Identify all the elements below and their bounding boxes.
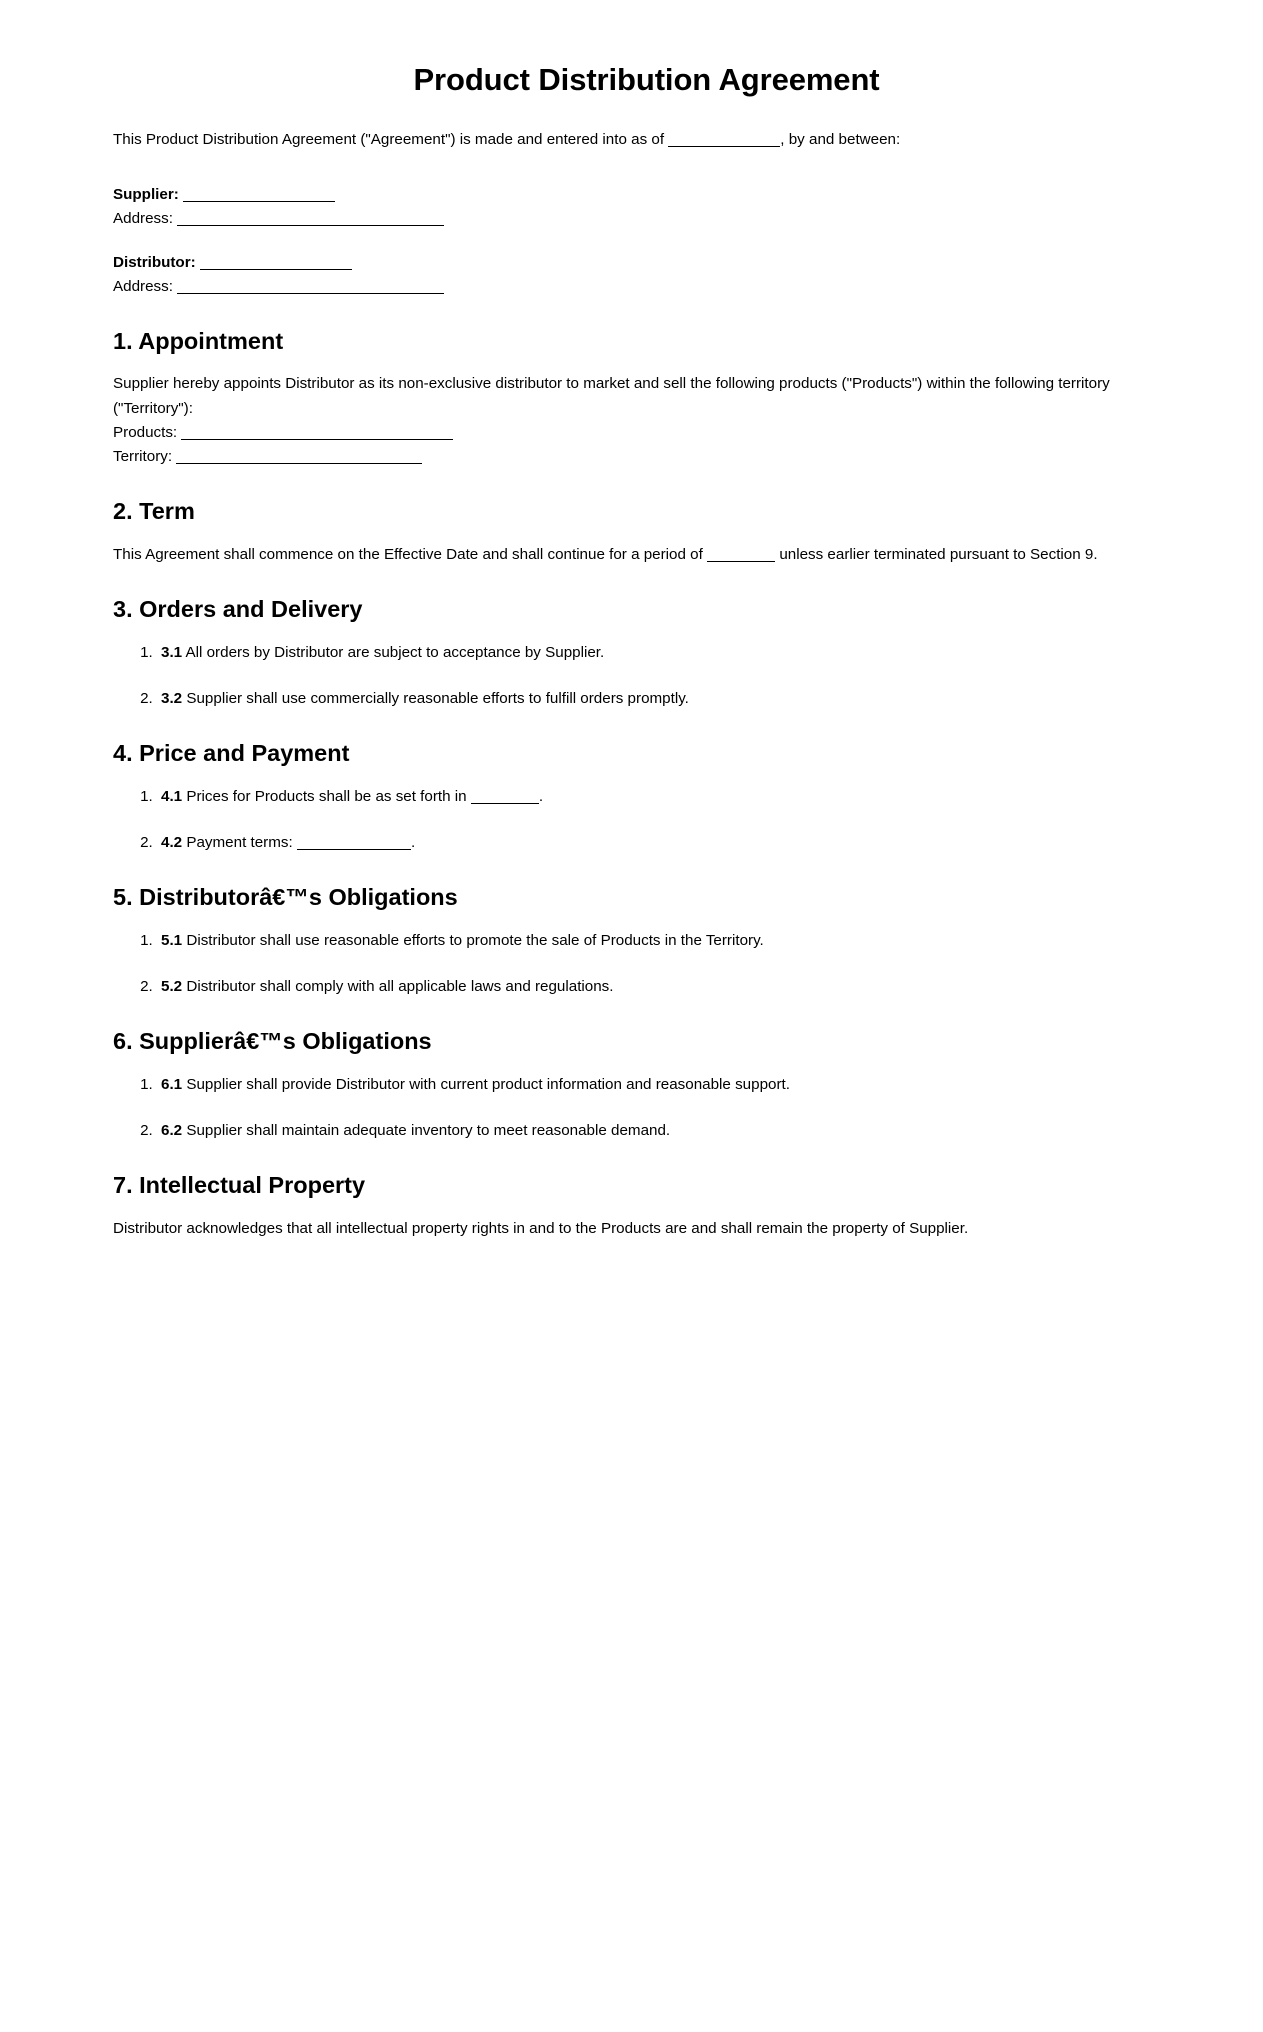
list-item <box>157 975 1180 999</box>
territory-blank[interactable] <box>176 449 422 464</box>
supplier-label: Supplier: <box>113 185 179 203</box>
list-item <box>157 929 1180 953</box>
list-item <box>157 1119 1180 1143</box>
territory-label: Territory: <box>113 448 173 466</box>
distributor-obligations-clause-list <box>113 929 1180 1000</box>
clause-number: 4.2 <box>161 834 183 852</box>
distributor-label: Distributor: <box>113 253 196 271</box>
section-heading-distributor-obligations: 5. Distributorâ€™s Obligations <box>113 884 458 911</box>
spacer <box>113 169 1180 183</box>
list-item <box>157 1073 1180 1097</box>
clause-text-end: . <box>410 834 416 852</box>
clause-text: Supplier shall use commercially reasonable efforts to fulfill orders promptly. <box>186 690 689 708</box>
supplier-name-row <box>113 183 1180 207</box>
supplier-party-block <box>113 183 1180 231</box>
supplier-address-label: Address: <box>113 209 173 227</box>
clause-number: 6.1 <box>161 1075 183 1093</box>
ip-body: Distributor acknowledges that all intellectual property rights in and to the Products are and shall remain the property of Supplier. <box>113 1219 969 1237</box>
section-heading-orders: 3. Orders and Delivery <box>113 596 363 623</box>
supplier-address-blank[interactable] <box>177 211 444 226</box>
distributor-address-label: Address: <box>113 277 173 295</box>
list-item <box>157 641 1180 665</box>
clause-number: 6.2 <box>161 1122 183 1140</box>
clause-text-end: . <box>538 787 544 805</box>
section-heading-intellectual-property: 7. Intellectual Property <box>113 1172 366 1199</box>
list-item <box>157 831 1180 855</box>
clause-text: Supplier shall provide Distributor with current product information and reasonable support. <box>186 1075 790 1093</box>
products-row <box>113 421 1180 445</box>
intro-paragraph <box>113 128 1180 153</box>
clause-text: Payment terms: <box>186 834 293 852</box>
clause-number: 5.2 <box>161 978 183 996</box>
list-item <box>157 785 1180 809</box>
intro-text-before: This Product Distribution Agreement ("Agreement") is made and entered into as of <box>113 131 665 148</box>
distributor-address-row <box>113 275 1180 299</box>
clause-number: 5.1 <box>161 931 183 949</box>
distributor-party-block <box>113 251 1180 299</box>
term-text-after: unless earlier terminated pursuant to Section 9. <box>779 545 1098 563</box>
distributor-address-blank[interactable] <box>177 279 444 294</box>
clause-text: Distributor shall comply with all applicable laws and regulations. <box>186 978 614 996</box>
list-item <box>157 687 1180 711</box>
supplier-name-blank[interactable] <box>183 187 335 202</box>
section-heading-supplier-obligations: 6. Supplierâ€™s Obligations <box>113 1028 432 1055</box>
clause-text: Supplier shall maintain adequate inventory to meet reasonable demand. <box>186 1122 671 1140</box>
clause-number: 4.1 <box>161 787 183 805</box>
payment-terms-blank[interactable] <box>297 835 411 850</box>
clause-number: 3.2 <box>161 690 183 708</box>
clause-text: Prices for Products shall be as set forth in <box>186 787 467 805</box>
price-reference-blank[interactable] <box>471 789 539 804</box>
term-text-before: This Agreement shall commence on the Effective Date and shall continue for a period of <box>113 545 703 563</box>
clause-text: All orders by Distributor are subject to acceptance by Supplier. <box>185 643 605 661</box>
term-body <box>113 543 1180 568</box>
territory-row <box>113 445 1180 469</box>
distributor-name-blank[interactable] <box>200 255 352 270</box>
supplier-address-row <box>113 207 1180 231</box>
clause-text: Distributor shall use reasonable efforts to promote the sale of Products in the Territory. <box>186 931 764 949</box>
spacer <box>113 237 1180 251</box>
products-label: Products: <box>113 424 178 442</box>
price-clause-list <box>113 785 1180 856</box>
effective-date-blank[interactable] <box>668 132 780 147</box>
section-heading-term: 2. Term <box>113 498 195 525</box>
products-blank[interactable] <box>181 425 453 440</box>
orders-clause-list <box>113 641 1180 712</box>
page-title: Product Distribution Agreement <box>413 62 880 97</box>
section-heading-price: 4. Price and Payment <box>113 740 350 767</box>
term-period-blank[interactable] <box>707 547 775 562</box>
supplier-obligations-clause-list <box>113 1073 1180 1144</box>
clause-number: 3.1 <box>161 643 183 661</box>
appointment-body: Supplier hereby appoints Distributor as its non-exclusive distributor to market and sell the following products ("Products") within the following territory ("Territory"): <box>113 375 1110 417</box>
intro-text-after: , by and between: <box>780 131 901 148</box>
distributor-name-row <box>113 251 1180 275</box>
section-heading-appointment: 1. Appointment <box>113 327 284 354</box>
